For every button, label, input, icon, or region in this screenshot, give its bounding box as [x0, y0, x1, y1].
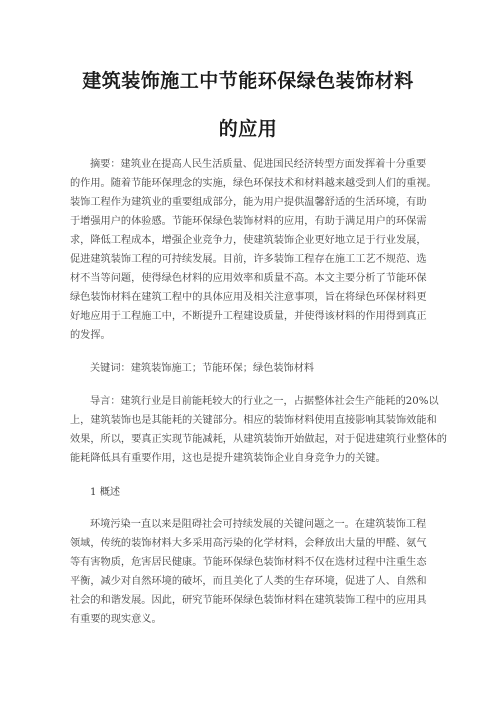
intro-line: 导言：建筑行业是目前能耗较大的行业之一，占据整体社会生产能耗的20%以 [90, 396, 439, 407]
abstract-line: 材不当等问题，使得绿色材料的应用效率和质量不高。本文主要分析了节能环保 [70, 273, 427, 284]
abstract-line: 促进建筑装饰工程的可持续发展。目前，许多装饰工程存在施工工艺不规范、选 [70, 254, 427, 265]
keywords: 关键词：建筑装饰施工；节能环保；绿色装饰材料 [90, 363, 315, 374]
section-line: 等有害物质，危害居民健康。节能环保绿色装饰材料不仅在选材过程中注重生态 [70, 557, 427, 568]
abstract-line: 摘要：建筑业在提高人民生活质量、促进国民经济转型方面发挥着十分重要 [90, 159, 427, 170]
abstract-line: 装饰工程作为建筑业的重要组成部分，能为用户提供温馨舒适的生活环境，有助 [70, 197, 427, 208]
section-line: 环境污染一直以来是阻碍社会可持续发展的关键问题之一。在建筑装饰工程 [90, 519, 427, 530]
intro-line: 上，建筑装饰也是其能耗的关键部分。相应的装饰材料使用直接影响其装饰效能和 [70, 415, 437, 426]
abstract-line: 于增强用户的体验感。节能环保绿色装饰材料的应用，有助于满足用户的环保需 [70, 216, 427, 227]
abstract-line: 好地应用于工程施工中，不断提升工程建设质量，并使得该材料的作用得到真正 [70, 311, 427, 322]
intro-line: 能耗降低具有重要作用，这也是提升建筑装饰企业自身竞争力的关键。 [70, 453, 386, 464]
abstract-line: 绿色装饰材料在建筑工程中的具体应用及相关注意事项，旨在将绿色环保材料更 [70, 292, 427, 303]
title-line-1: 建筑装饰施工中节能环保绿色装饰材料 [82, 70, 414, 92]
section-heading: 1 概述 [90, 487, 121, 498]
intro-line: 效果，所以，要真正实现节能减耗，从建筑装饰开始做起，对于促进建筑行业整体的 [70, 434, 447, 445]
section-line: 平衡，减少对自然环境的破坏，而且美化了人类的生存环境，促进了人、自然和 [70, 576, 427, 587]
section-line: 有重要的现实意义。 [70, 614, 162, 625]
title-line-2: 的应用 [218, 118, 278, 140]
abstract-line: 的发挥。 [70, 330, 111, 341]
abstract-line: 求，降低工程成本，增强企业竞争力，使建筑装饰企业更好地立足于行业发展， [70, 235, 427, 246]
section-line: 社会的和谐发展。因此，研究节能环保绿色装饰材料在建筑装饰工程中的应用具 [70, 595, 427, 606]
abstract-line: 的作用。随着节能环保理念的实施，绿色环保技术和材料越来越受到人们的重视。 [70, 178, 437, 189]
section-line: 领域，传统的装饰材料大多采用高污染的化学材料，会释放出大量的甲醛、氨气 [70, 538, 427, 549]
